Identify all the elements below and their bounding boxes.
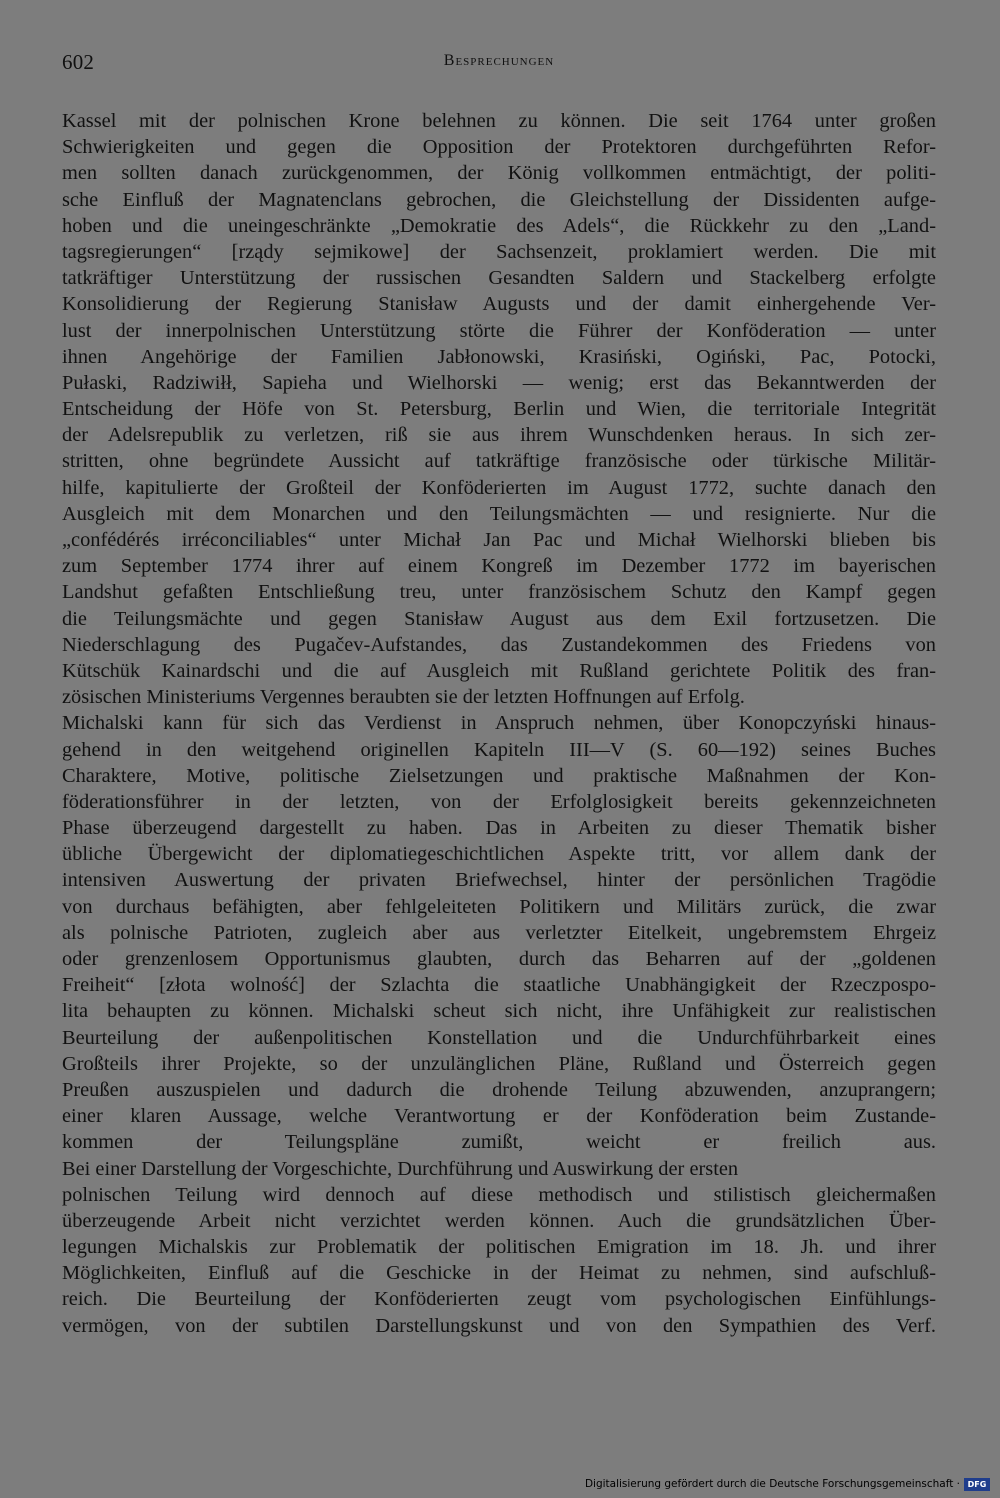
text-line: Kassel mit der polnischen Krone belehnen zu können. Die seit 1764 unter großen xyxy=(62,110,936,132)
text-line: Bei einer Darstellung der Vorgeschichte, Durchführung und Auswirkung der ersten xyxy=(62,1157,739,1180)
text-line: hilfe, kapitulierte der Großteil der Konföderierten im August 1772, suchte danach den xyxy=(62,476,936,499)
text-line: Ausgleich mit dem Monarchen und den Teilungsmächten — und resignierte. Nur die xyxy=(62,502,936,525)
text-line: men sollten danach zurückgenommen, der König vollkommen entmächtigt, der politi- xyxy=(62,162,936,185)
running-head: Besprechungen xyxy=(443,52,555,69)
text-line: ihnen Angehörige der Familien Jabłonowski, Krasiński, Ogiński, Pac, Potocki, xyxy=(62,345,936,368)
page-header xyxy=(62,50,936,80)
text-line: Konsolidierung der Regierung Stanisław Augusts und der damit einhergehende Ver- xyxy=(62,293,936,316)
text-line: hoben und die uneingeschränkte „Demokratie des Adels“, die Rückkehr zu den „Land- xyxy=(62,214,936,237)
text-line: als polnische Patrioten, zugleich aber aus verletzter Eitelkeit, ungebremstem Ehrgeiz xyxy=(62,921,936,944)
text-line: Pułaski, Radziwiłł, Sapieha und Wielhorski — wenig; erst das Bekanntwerden der xyxy=(62,371,936,394)
text-line: tatkräftiger Unterstützung der russischen Gesandten Saldern und Stackelberg erfolgte xyxy=(62,267,936,290)
text-line: Entscheidung der Höfe von St. Petersburg, Berlin und Wien, die territoriale Integrität xyxy=(62,398,936,421)
text-line: übliche Übergewicht der diplomatiegeschichtlichen Aspekte tritt, vor allem dank der xyxy=(62,843,936,866)
text-line: einer klaren Aussage, welche Verantwortung er der Konföderation beim Zustande- xyxy=(62,1105,936,1128)
dfg-logo-icon: DFG xyxy=(964,1478,990,1491)
text-line: Beurteilung der außenpolitischen Konstellation und die Undurchführbarkeit eines xyxy=(62,1026,936,1049)
text-line: reich. Die Beurteilung der Konföderierten zeugt vom psychologischen Einfühlungs- xyxy=(62,1288,936,1311)
text-line: zum September 1774 ihrer auf einem Kongreß im Dezember 1772 im bayerischen xyxy=(62,555,936,578)
text-line: „confédérés irréconciliables“ unter Michał Jan Pac und Michał Wielhorski blieben bis xyxy=(62,529,936,551)
page-number: 602 xyxy=(62,50,95,74)
text-line: stritten, ohne begründete Aussicht auf tatkräftige französische oder türkische Militär- xyxy=(62,450,936,473)
body-text xyxy=(62,108,936,1339)
text-line: der Adelsrepublik zu verletzen, riß sie aus ihrem Wunschdenken heraus. In sich zer- xyxy=(62,424,936,447)
text-line: Niederschlagung des Pugačev-Aufstandes, das Zustandekommen des Friedens von xyxy=(62,633,936,656)
text-line: zösischen Ministeriums Vergennes beraubten sie der letzten Hoffnungen auf Erfolg. xyxy=(62,686,745,709)
text-line: Charaktere, Motive, politische Zielsetzungen und praktische Maßnahmen der Kon- xyxy=(62,764,936,787)
text-line: föderationsführer in der letzten, von der Erfolglosigkeit bereits gekennzeichneten xyxy=(62,790,936,813)
text-line: Phase überzeugend dargestellt zu haben. Das in Arbeiten zu dieser Thematik bisher xyxy=(62,817,936,840)
text-line: vermögen, von der subtilen Darstellungskunst und von den Sympathien des Verf. xyxy=(62,1314,936,1337)
text-line: polnischen Teilung wird dennoch auf diese methodisch und stilistisch gleichermaßen xyxy=(62,1183,936,1206)
text-line: von durchaus befähigten, aber fehlgeleiteten Politikern und Militärs zurück, die zwar xyxy=(62,895,936,918)
text-line: Michalski kann für sich das Verdienst in Anspruch nehmen, über Konopczyński hinaus- xyxy=(62,712,936,735)
text-line: Schwierigkeiten und gegen die Opposition der Protektoren durchgeführten Refor- xyxy=(62,136,936,159)
text-line: lust der innerpolnischen Unterstützung störte die Führer der Konföderation — unter xyxy=(62,319,936,342)
text-line: überzeugende Arbeit nicht verzichtet werden können. Auch die grundsätzlichen Über- xyxy=(62,1209,936,1232)
text-line: tagsregierungen“ [rządy sejmikowe] der Sachsenzeit, proklamiert werden. Die mit xyxy=(62,240,936,263)
text-line: gehend in den weitgehend originellen Kapiteln III—V (S. 60—192) seines Buches xyxy=(62,738,936,761)
text-line: Landshut gefaßten Entschließung treu, unter französischem Schutz den Kampf gegen xyxy=(62,581,936,604)
text-line: Preußen auszuspielen und dadurch die drohende Teilung abzuwenden, anzuprangern; xyxy=(62,1078,936,1101)
text-line: legungen Michalskis zur Problematik der politischen Emigration im 18. Jh. und ihrer xyxy=(62,1236,936,1259)
text-line: die Teilungsmächte und gegen Stanisław August aus dem Exil fortzusetzen. Die xyxy=(62,607,936,630)
text-line: Möglichkeiten, Einfluß auf die Geschicke in der Heimat zu nehmen, sind aufschluß- xyxy=(62,1262,936,1285)
text-line: lita behaupten zu können. Michalski scheut sich nicht, ihre Unfähigkeit zur realistischen xyxy=(62,1000,936,1023)
text-line: Großteils ihrer Projekte, so der unzulänglichen Pläne, Rußland und Österreich gegen xyxy=(62,1052,936,1075)
footer-credit: Digitalisierung gefördert durch die Deutsche Forschungsgemeinschaft · xyxy=(584,1478,960,1490)
text-line: intensiven Auswertung der privaten Briefwechsel, hinter der persönlichen Tragödie xyxy=(62,869,936,892)
text-line: Kütschük Kainardschi und die auf Ausgleich mit Rußland gerichtete Politik des fran- xyxy=(62,659,936,682)
text-line: Freiheit“ [złota wolność] der Szlachta die staatliche Unabhängigkeit der Rzeczpospo- xyxy=(62,974,936,997)
text-line: oder grenzenlosem Opportunismus glaubten, durch das Beharren auf der „goldenen xyxy=(62,948,936,970)
text-line: sche Einfluß der Magnatenclans gebrochen, die Gleichstellung der Dissidenten aufge- xyxy=(62,188,936,211)
text-line: kommen der Teilungspläne zumißt, weicht er freilich aus. xyxy=(62,1131,936,1154)
footer xyxy=(585,1477,990,1491)
